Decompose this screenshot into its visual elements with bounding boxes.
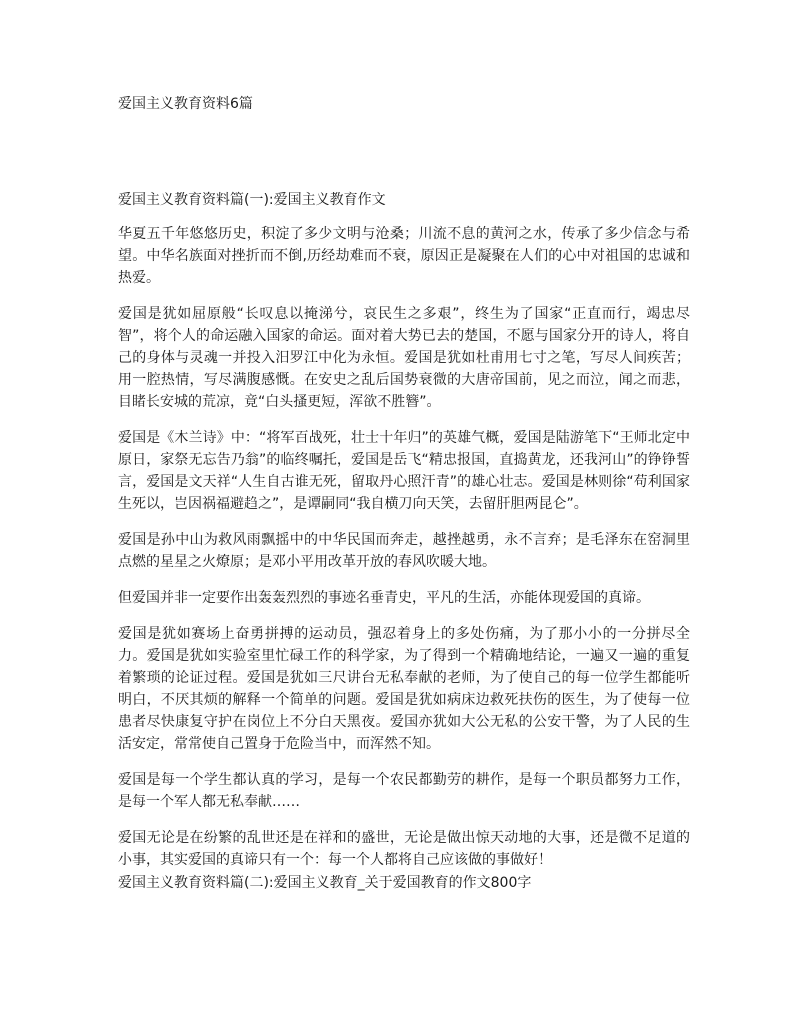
section-heading-2: 爱国主义教育资料篇(二):爱国主义教育_关于爱国教育的作文800字 xyxy=(118,875,532,891)
paragraph: 但爱国并非一定要作出轰轰烈烈的事迹名垂青史，平凡的生活，亦能体现爱国的真谛。 xyxy=(118,590,650,606)
paragraph: 华夏五千年悠悠历史，积淀了多少文明与沧桑；川流不息的黄河之水，传承了多少信念与希望。中华名族面对挫折而不倒,历经劫难而不衰，原因正是凝聚在人们的心中对祖国的忠诚和热爱。 xyxy=(118,226,690,286)
document-title: 爱国主义教育资料6篇 xyxy=(118,96,253,112)
paragraph: 爱国是每一个学生都认真的学习，是每一个农民都勤劳的耕作，是每一个职员都努力工作，是每一个军人都无私奉献…… xyxy=(118,772,690,810)
section-heading-1: 爱国主义教育资料篇(一):爱国主义教育作文 xyxy=(118,192,386,208)
paragraph: 爱国是孙中山为救风雨飘摇中的中华民国而奔走，越挫越勇，永不言弃；是毛泽东在窑洞里点燃的星星之火燎原；是邓小平用改革开放的春风吹暖大地。 xyxy=(118,532,690,570)
paragraph: 爱国无论是在纷繁的乱世还是在祥和的盛世，无论是做出惊天动地的大事，还是微不足道的小事，其实爱国的真谛只有一个：每一个人都将自己应该做的事做好！ xyxy=(118,830,690,868)
document-body xyxy=(118,223,690,885)
paragraph: 爱国是犹如赛场上奋勇拼搏的运动员，强忍着身上的多处伤痛，为了那小小的一分拼尽全力。爱国是犹如实验室里忙碌工作的科学家，为了得到一个精确地结论，一遍又一遍的重复着繁琐的论证过程。爱国是犹如三尺讲台无私奉献的老师，为了使自己的每一位学生都能听明白，不厌其烦的解释一个简单的问题。爱国是犹如病床边救死扶伤的医生，为了使每一位患者尽快康复守护在岗位上不分白天黑夜。爱国亦犹如大公无私的公安干警，为了人民的生活安定，常常使自己置身于危险当中，而浑然不知。 xyxy=(118,626,690,752)
paragraph: 爱国是《木兰诗》中：“将军百战死，壮士十年归”的英雄气概，爱国是陆游笔下“王师北定中原日，家祭无忘告乃翁”的临终嘱托，爱国是岳飞“精忠报国，直捣黄龙，还我河山”的铮铮誓言，爱国是文天祥“人生自古谁无死，留取丹心照汗青”的雄心壮志。爱国是林则徐“苟利国家生死以，岂因祸福避趋之”，是谭嗣同“我自横刀向天笑，去留肝胆两昆仑”。 xyxy=(118,430,690,512)
paragraph: 爱国是犹如屈原般“长叹息以掩涕兮，哀民生之多艰”，终生为了国家“正直而行，竭忠尽智”，将个人的命运融入国家的命运。面对着大势已去的楚国，不愿与国家分开的诗人，将自己的身体与灵魂一并投入汨罗江中化为永恒。爱国是犹如杜甫用七寸之笔，写尽人间疾苦；用一腔热情，写尽满腹感慨。在安史之乱后国势衰微的大唐帝国前，见之而泣，闻之而悲，目睹长安城的荒凉，竟“白头搔更短，浑欲不胜簪”。 xyxy=(118,306,690,410)
